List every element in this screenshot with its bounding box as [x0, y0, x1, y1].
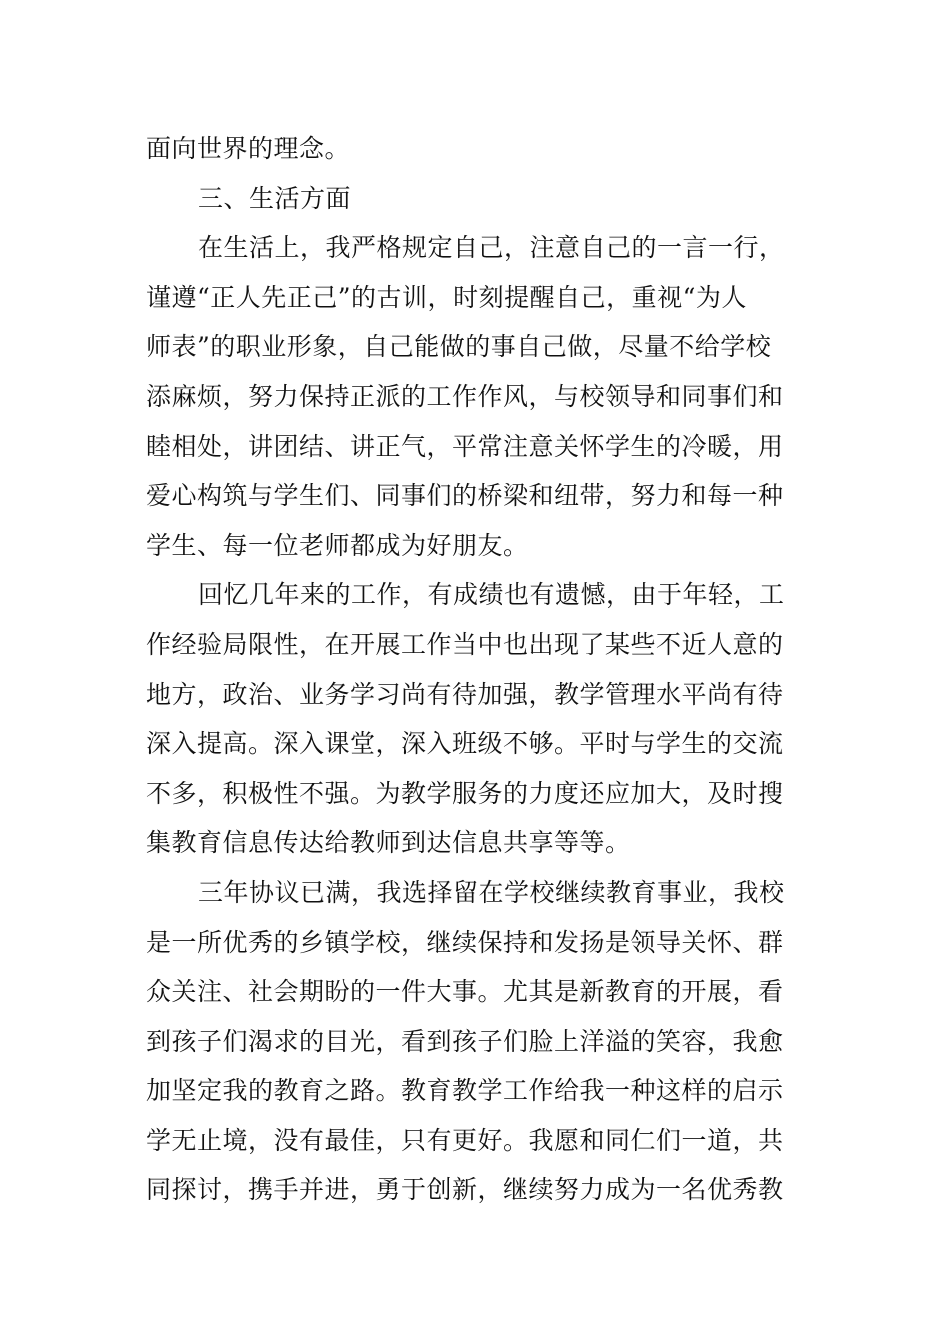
text-line: 同探讨，携手并进，勇于创新，继续努力成为一名优秀教 — [146, 1175, 784, 1205]
text-line: 师表”的职业形象，自己能做的事自己做，尽量不给学校 — [146, 332, 772, 362]
text-line: 三年协议已满，我选择留在学校继续教育事业，我校 — [198, 877, 785, 907]
text-line: 作经验局限性，在开展工作当中也出现了某些不近人意的 — [146, 629, 784, 659]
text-line: 是一所优秀的乡镇学校，继续保持和发扬是领导关怀、群 — [146, 927, 784, 957]
text-line: 添麻烦，努力保持正派的工作作风，与校领导和同事们和 — [146, 381, 784, 411]
text-line: 众关注、社会期盼的一件大事。尤其是新教育的开展，看 — [146, 977, 784, 1007]
text-line: 在生活上，我严格规定自己，注意自己的一言一行， — [198, 233, 785, 263]
text-line: 面向世界的理念。 — [146, 134, 351, 163]
text-line: 到孩子们渴求的目光，看到孩子们脸上洋溢的笑容，我愈 — [146, 1026, 784, 1056]
text-line: 深入提高。深入课堂，深入班级不够。平时与学生的交流 — [146, 729, 784, 759]
section-heading: 三、生活方面 — [198, 183, 352, 213]
text-line: 爱心构筑与学生们、同事们的桥梁和纽带，努力和每一种 — [146, 481, 784, 511]
text-line: 回忆几年来的工作，有成绩也有遗憾，由于年轻，工 — [198, 580, 785, 610]
text-line: 学无止境，没有最佳，只有更好。我愿和同仁们一道，共 — [146, 1125, 784, 1155]
document-body — [146, 124, 806, 1215]
text-line: 不多，积极性不强。为教学服务的力度还应加大，及时搜 — [146, 778, 784, 808]
text-line: 睦相处，讲团结、讲正气，平常注意关怀学生的冷暖，用 — [146, 431, 784, 461]
text-line: 地方，政治、业务学习尚有待加强，教学管理水平尚有待 — [146, 679, 784, 709]
text-line: 谨遵“正人先正己”的古训，时刻提醒自己，重视“为人 — [146, 282, 747, 312]
text-line: 集教育信息传达给教师到达信息共享等等。 — [146, 828, 631, 858]
text-line: 学生、每一位老师都成为好朋友。 — [146, 530, 529, 560]
text-line: 加坚定我的教育之路。教育教学工作给我一种这样的启示 — [146, 1076, 784, 1106]
